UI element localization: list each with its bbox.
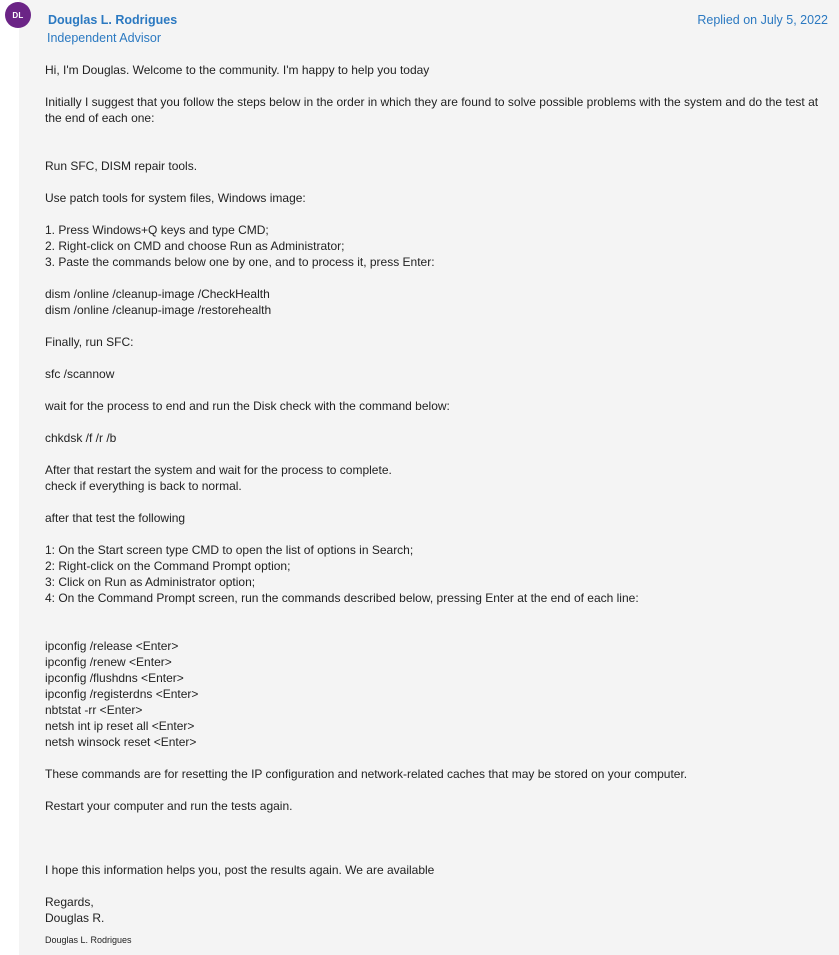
- body-line: Restart your computer and run the tests again.: [45, 799, 293, 813]
- body-line: ipconfig /release <Enter>: [45, 639, 179, 653]
- body-line: wait for the process to end and run the Disk check with the command below:: [45, 399, 450, 413]
- body-line: [45, 878, 831, 894]
- body-line: After that restart the system and wait for the process to complete.: [45, 463, 392, 477]
- body-line: 2: Right-click on the Command Prompt option;: [45, 559, 291, 573]
- body-line: check if everything is back to normal.: [45, 479, 242, 493]
- body-line: Use patch tools for system files, Windows image:: [45, 191, 306, 205]
- body-line: [45, 446, 831, 462]
- avatar[interactable]: DL: [5, 2, 31, 28]
- body-line: [45, 206, 831, 222]
- body-line: [45, 318, 831, 334]
- body-line: Run SFC, DISM repair tools.: [45, 159, 198, 173]
- author-role-link[interactable]: Independent Advisor: [47, 31, 161, 45]
- body-line: [45, 270, 831, 286]
- body-line: I hope this information helps you, post the results again. We are available: [45, 863, 435, 877]
- body-line: ipconfig /flushdns <Enter>: [45, 671, 184, 685]
- body-line: ipconfig /renew <Enter>: [45, 655, 172, 669]
- body-line: [45, 750, 831, 766]
- body-line: [45, 622, 831, 638]
- body-line: [45, 782, 831, 798]
- body-line: These commands are for resetting the IP configuration and network-related caches that may be stored on your computer.: [45, 767, 688, 781]
- body-line: netsh winsock reset <Enter>: [45, 735, 197, 749]
- body-line: [45, 494, 831, 510]
- body-line: 1: On the Start screen type CMD to open the list of options in Search;: [45, 543, 414, 557]
- body-line: [45, 830, 831, 846]
- body-line: dism /online /cleanup-image /restorehealth: [45, 303, 272, 317]
- body-line: [45, 78, 831, 94]
- body-line: 3: Click on Run as Administrator option;: [45, 575, 256, 589]
- body-line: netsh int ip reset all <Enter>: [45, 719, 195, 733]
- body-line: 4: On the Command Prompt screen, run the commands described below, pressing Enter at the end of each line:: [45, 591, 639, 605]
- body-line: Hi, I'm Douglas. Welcome to the community. I'm happy to help you today: [45, 63, 430, 77]
- replied-date-link[interactable]: Replied on July 5, 2022: [697, 13, 828, 27]
- body-line: chkdsk /f /r /b: [45, 431, 117, 445]
- body-line: sfc /scannow: [45, 367, 115, 381]
- body-line: nbtstat -rr <Enter>: [45, 703, 143, 717]
- signature: Douglas L. Rodrigues: [45, 935, 132, 945]
- body-line: Douglas R.: [45, 911, 105, 925]
- body-line: [45, 414, 831, 430]
- body-line: [45, 382, 831, 398]
- body-line: [45, 526, 831, 542]
- body-line: dism /online /cleanup-image /CheckHealth: [45, 287, 270, 301]
- body-line: 3. Paste the commands below one by one, and to process it, press Enter:: [45, 255, 435, 269]
- body-line: [45, 350, 831, 366]
- body-line: Initially I suggest that you follow the steps below in the order in which they are found to solve possible problems with the system and do the test at the end of each one:: [45, 95, 822, 125]
- body-line: [45, 606, 831, 622]
- body-line: Finally, run SFC:: [45, 335, 134, 349]
- author-name-link[interactable]: Douglas L. Rodrigues: [48, 13, 178, 27]
- body-line: [45, 174, 831, 190]
- body-line: [45, 814, 831, 830]
- body-line: ipconfig /registerdns <Enter>: [45, 687, 199, 701]
- body-line: [45, 126, 831, 142]
- body-line: [45, 142, 831, 158]
- body-line: 1. Press Windows+Q keys and type CMD;: [45, 223, 269, 237]
- body-line: Regards,: [45, 895, 94, 909]
- body-line: 2. Right-click on CMD and choose Run as Administrator;: [45, 239, 345, 253]
- body-line: [45, 846, 831, 862]
- post-body: [45, 62, 831, 926]
- body-line: after that test the following: [45, 511, 186, 525]
